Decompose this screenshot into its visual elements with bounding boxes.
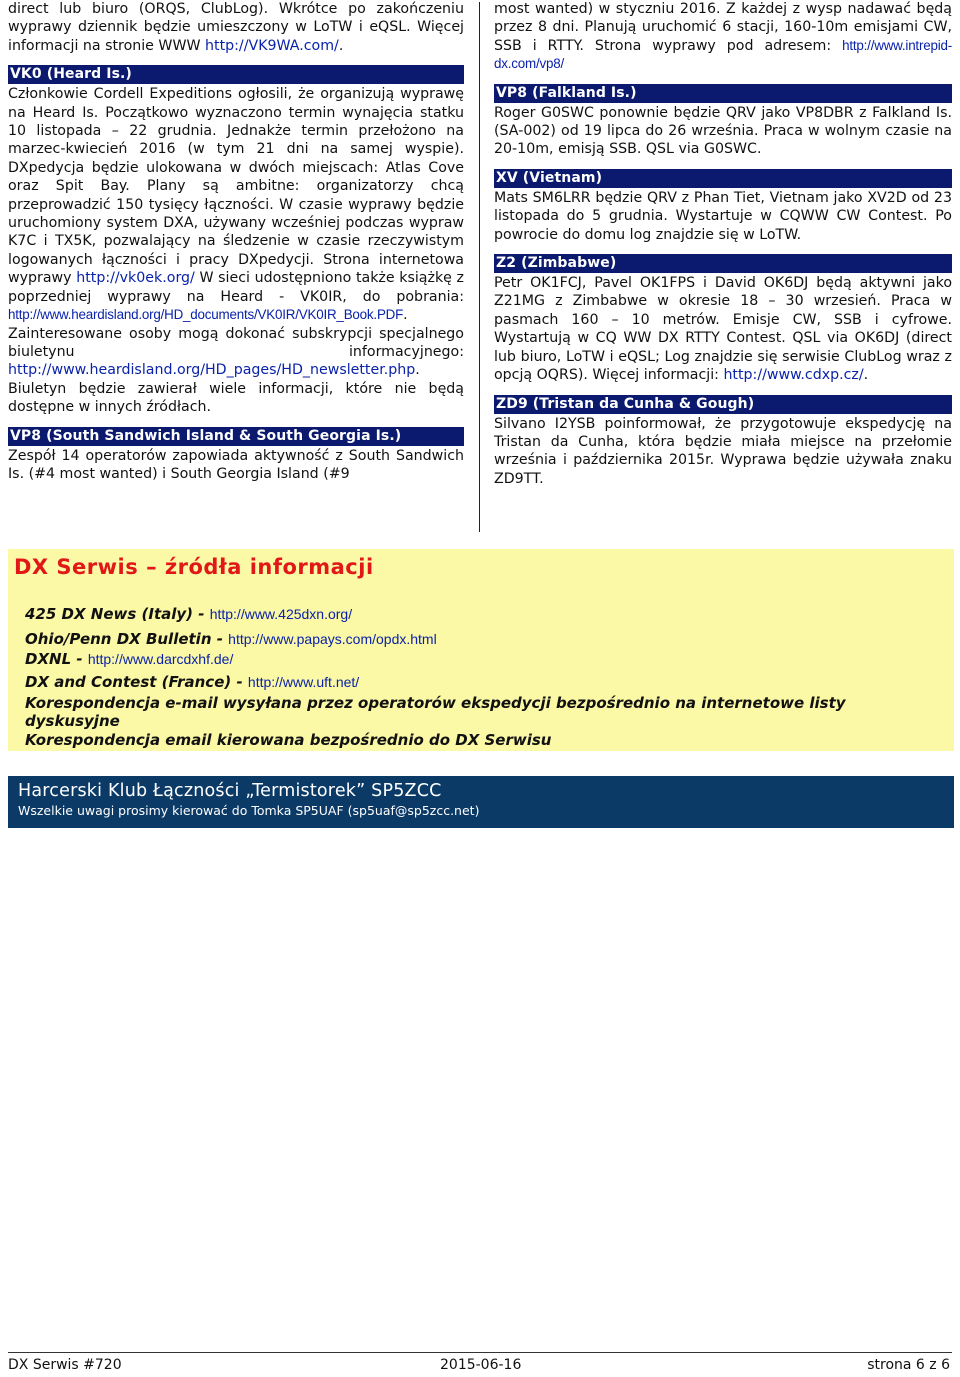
zd9-paragraph: Silvano I2YSB poinformował, że przygotowuje ekspedycję na Tristan da Cunha, która będzie miała miejsce na przełomie września i października 2015r. Wyprawa będzie używała znaku ZD9TT. (494, 415, 952, 487)
intro-text: direct lub biuro (ORQS, ClubLog). Wkrótce po zakończeniu wyprawy dziennik będzie umieszczony w LoTW i eQSL. Więcej informacji na stronie WWW (8, 1, 464, 54)
vk9wa-link[interactable]: http://VK9WA.com/ (205, 37, 339, 54)
intro-end: . (338, 37, 344, 54)
footer-date: 2015-06-16 (440, 1357, 522, 1373)
club-name: Harcerski Klub Łączności „Termistorek” SP5ZCC (18, 781, 442, 801)
vk0ir-book-link[interactable]: http://www.heardisland.org/HD_documents/VK0IR/VK0IR_Book.PDF (8, 307, 404, 323)
source-item (25, 605, 352, 623)
right-column (494, 0, 952, 488)
continuation-text: most wanted) w styczniu 2016. Z każdej z wysp nadawać będą przez 8 dni. Planują uruchomić 6 stacji, 160-10m emisjami CW, SSB i RTTY. Strona wyprawy pod adresem: (494, 1, 952, 54)
source-note-lists: Korespondencja e-mail wysyłana przez operatorów ekspedycji bezpośrednio na internetowe listy dyskusyjne (25, 694, 846, 730)
intro-paragraph (8, 0, 464, 55)
source-label: Ohio/Penn DX Bulletin - (25, 630, 229, 648)
section-heading-xv: XV (Vietnam) (494, 169, 952, 188)
newsletter-link[interactable]: http://www.heardisland.org/HD_pages/HD_newsletter.php (8, 362, 416, 379)
z2-paragraph (494, 274, 952, 384)
section-heading-vk0: VK0 (Heard Is.) (8, 65, 464, 84)
source-label: DX and Contest (France) - (25, 673, 248, 691)
club-banner (8, 776, 954, 828)
footer-issue: DX Serwis #720 (8, 1357, 122, 1373)
cdxp-link[interactable]: http://www.cdxp.cz/ (723, 367, 864, 384)
section-heading-zd9: ZD9 (Tristan da Cunha & Gough) (494, 395, 952, 414)
source-item (25, 630, 437, 648)
section-heading-z2: Z2 (Zimbabwe) (494, 254, 952, 273)
vk0-text-d: . Biuletyn będzie zawierał wiele informacji, które nie będą dostępne w innych źródłach. (8, 362, 464, 416)
source-note-direct: Korespondencja email kierowana bezpośrednio do DX Serwisu (25, 731, 552, 749)
column-divider (479, 2, 480, 532)
source-link[interactable]: http://www.425dxn.org/ (209, 606, 353, 622)
vk0-paragraph (8, 85, 464, 416)
footer-page: strona 6 z 6 (867, 1357, 950, 1373)
continuation-paragraph (494, 0, 952, 74)
sources-box (8, 549, 954, 751)
vk0-text-a: Członkowie Cordell Expeditions ogłosili, że organizują wyprawę na Heard Is. Początkowo wyznaczono termin wynajęcia statku 10 listopada – 22 grudnia. Jednakże termin przełożono na marzec-kwiecień 2016 (w tym 21 dni na samej wyspie). DXpedycja będzie ulokowana w dwóch miejscach: Atlas Cove oraz Spit Bay. Plany są ambitne: organizatorzy chcą przeprowadzić 150 tysięcy łączności. W czasie wyprawy będzie uruchomiony system DXA, używany wcześniej podczas wypraw K7C i TX5K, pozwalający na śledzenie w czasie rzeczywistym logowanych łączności i pracy DXpedycji. Strona internetowa wyprawy (8, 86, 464, 287)
source-link[interactable]: http://www.darcdxhf.de/ (87, 651, 234, 667)
vp8-sandwich-paragraph: Zespół 14 operatorów zapowiada aktywność z South Sandwich Is. (#4 most wanted) i South Georgia Island (#9 (8, 447, 464, 482)
z2-text: Petr OK1FCJ, Pavel OK1FPS i David OK6DJ będą aktywni jako Z21MG z Zimbabwe w okresie 18 – 30 wrzesień. Praca w pasmach 160 – 10 metrów. Emisje CW, SSB i cyfrowe. Wystartują w CQ WW DX RTTY Contest. QSL via OK6DJ (direct lub biuro, LoTW i eQSL; Log znajdzie się serwisie ClubLog wraz z opcją OQRS). Więcej informacji: (494, 275, 952, 384)
source-item (25, 673, 359, 691)
vk0-text-b: W sieci udostępniono także książkę z poprzedniej wyprawy na Heard - VK0IR, do pobrania: (8, 270, 464, 305)
xv-paragraph: Mats SM6LRR będzie QRV z Phan Tiet, Vietnam jako XV2D od 23 listopada do 5 grudnia. Wystartuje w CQWW CW Contest. Po powrocie do domu log znajdzie się w LoTW. (494, 189, 952, 243)
sources-title: DX Serwis – źródła informacji (14, 555, 374, 579)
vk0ek-link[interactable]: http://vk0ek.org/ (76, 270, 195, 287)
source-label: 425 DX News (Italy) - (25, 605, 210, 623)
source-label: DXNL - (25, 650, 88, 668)
section-heading-vp8-falkland: VP8 (Falkland Is.) (494, 84, 952, 103)
intrepid-dx-link[interactable]: http://www.intrepid-dx.com/vp8/ (494, 37, 952, 72)
source-link[interactable]: http://www.uft.net/ (247, 674, 360, 690)
section-heading-vp8-sandwich: VP8 (South Sandwich Island & South Georgia Is.) (8, 427, 464, 446)
club-contact-note: Wszelkie uwagi prosimy kierować do Tomka SP5UAF (sp5uaf@sp5zcc.net) (18, 803, 480, 818)
source-link[interactable]: http://www.papays.com/opdx.html (228, 631, 437, 647)
z2-text-end: . (863, 367, 869, 384)
vp8-falkland-paragraph: Roger G0SWC ponownie będzie QRV jako VP8DBR z Falkland Is. (SA-002) od 19 lipca do 26 września. Praca w wolnym czasie na 20-10m, emisją SSB. QSL via G0SWC. (494, 104, 952, 158)
footer-rule (8, 1352, 952, 1353)
source-item (25, 650, 233, 668)
left-column (8, 0, 464, 483)
vk0-text-c: . Zainteresowane osoby mogą dokonać subskrypcji specjalnego biuletynu informacyjnego: (8, 307, 464, 360)
